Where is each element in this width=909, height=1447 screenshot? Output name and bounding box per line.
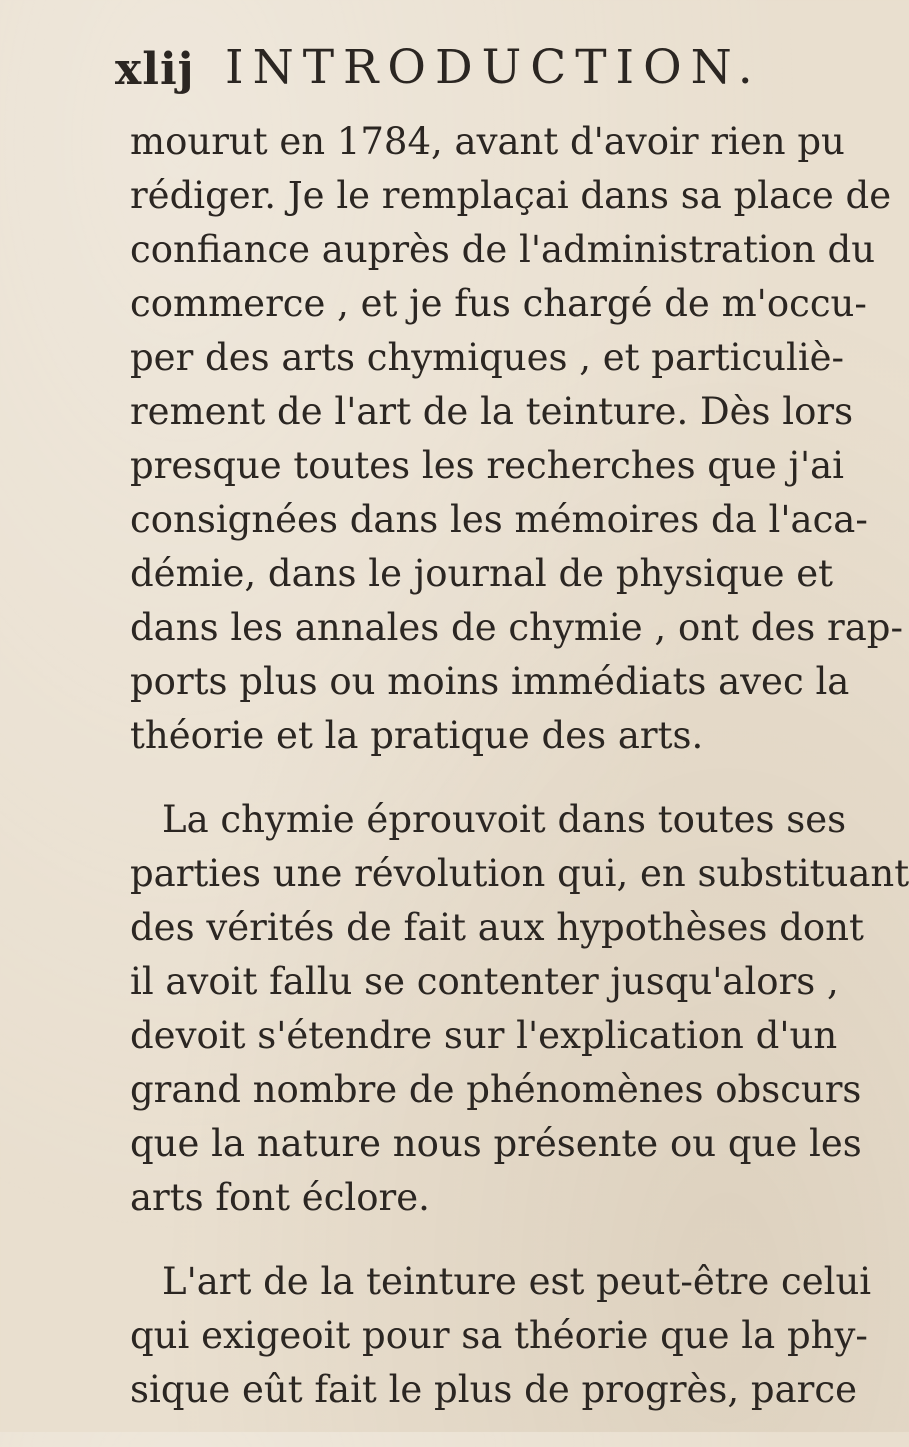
text-line: rement de l'art de la teinture. Dès lors xyxy=(130,390,854,433)
text-line: rédiger. Je le remplaçai dans sa place de xyxy=(130,174,892,217)
running-head: INTRODUCTION. xyxy=(225,40,762,95)
text-line: que la nature nous présente ou que les xyxy=(130,1122,862,1165)
text-line: La chymie éprouvoit dans toutes ses xyxy=(162,798,847,841)
paragraph-1 xyxy=(130,115,903,763)
body-text xyxy=(130,115,909,1447)
text-line: dans les annales de chymie , ont des rap- xyxy=(130,606,903,649)
text-line: arts font éclore. xyxy=(130,1176,430,1219)
text-line: mourut en 1784, avant d'avoir rien pu xyxy=(130,120,845,163)
text-line: confiance auprès de l'administration du xyxy=(130,228,876,271)
text-line: théorie et la pratique des arts. xyxy=(130,714,704,757)
text-line: ports plus ou moins immédiats avec la xyxy=(130,660,850,703)
text-line: parties une révolution qui, en substituant xyxy=(130,852,909,895)
text-line: sique eût fait le plus de progrès, parce xyxy=(130,1368,857,1411)
page-number: xlij xyxy=(115,44,195,95)
text-line: presque toutes les recherches que j'ai xyxy=(130,444,845,487)
text-line: commerce , et je fus chargé de m'occu- xyxy=(130,282,867,325)
paragraph-2 xyxy=(130,793,909,1225)
text-line: devoit s'étendre sur l'explication d'un xyxy=(130,1014,838,1057)
text-line: il avoit fallu se contenter jusqu'alors , xyxy=(130,960,839,1003)
text-line: grand nombre de phénomènes obscurs xyxy=(130,1068,862,1111)
page-header xyxy=(115,40,762,100)
text-line: L'art de la teinture est peut-être celui xyxy=(162,1260,872,1303)
text-line: per des arts chymiques , et particuliè- xyxy=(130,336,845,379)
text-line: des vérités de fait aux hypothèses dont xyxy=(130,906,864,949)
text-line: consignées dans les mémoires da l'aca- xyxy=(130,498,868,541)
paragraph-3 xyxy=(130,1255,872,1417)
text-line: démie, dans le journal de physique et xyxy=(130,552,833,595)
text-line: qui exigeoit pour sa théorie que la phy- xyxy=(130,1314,868,1357)
